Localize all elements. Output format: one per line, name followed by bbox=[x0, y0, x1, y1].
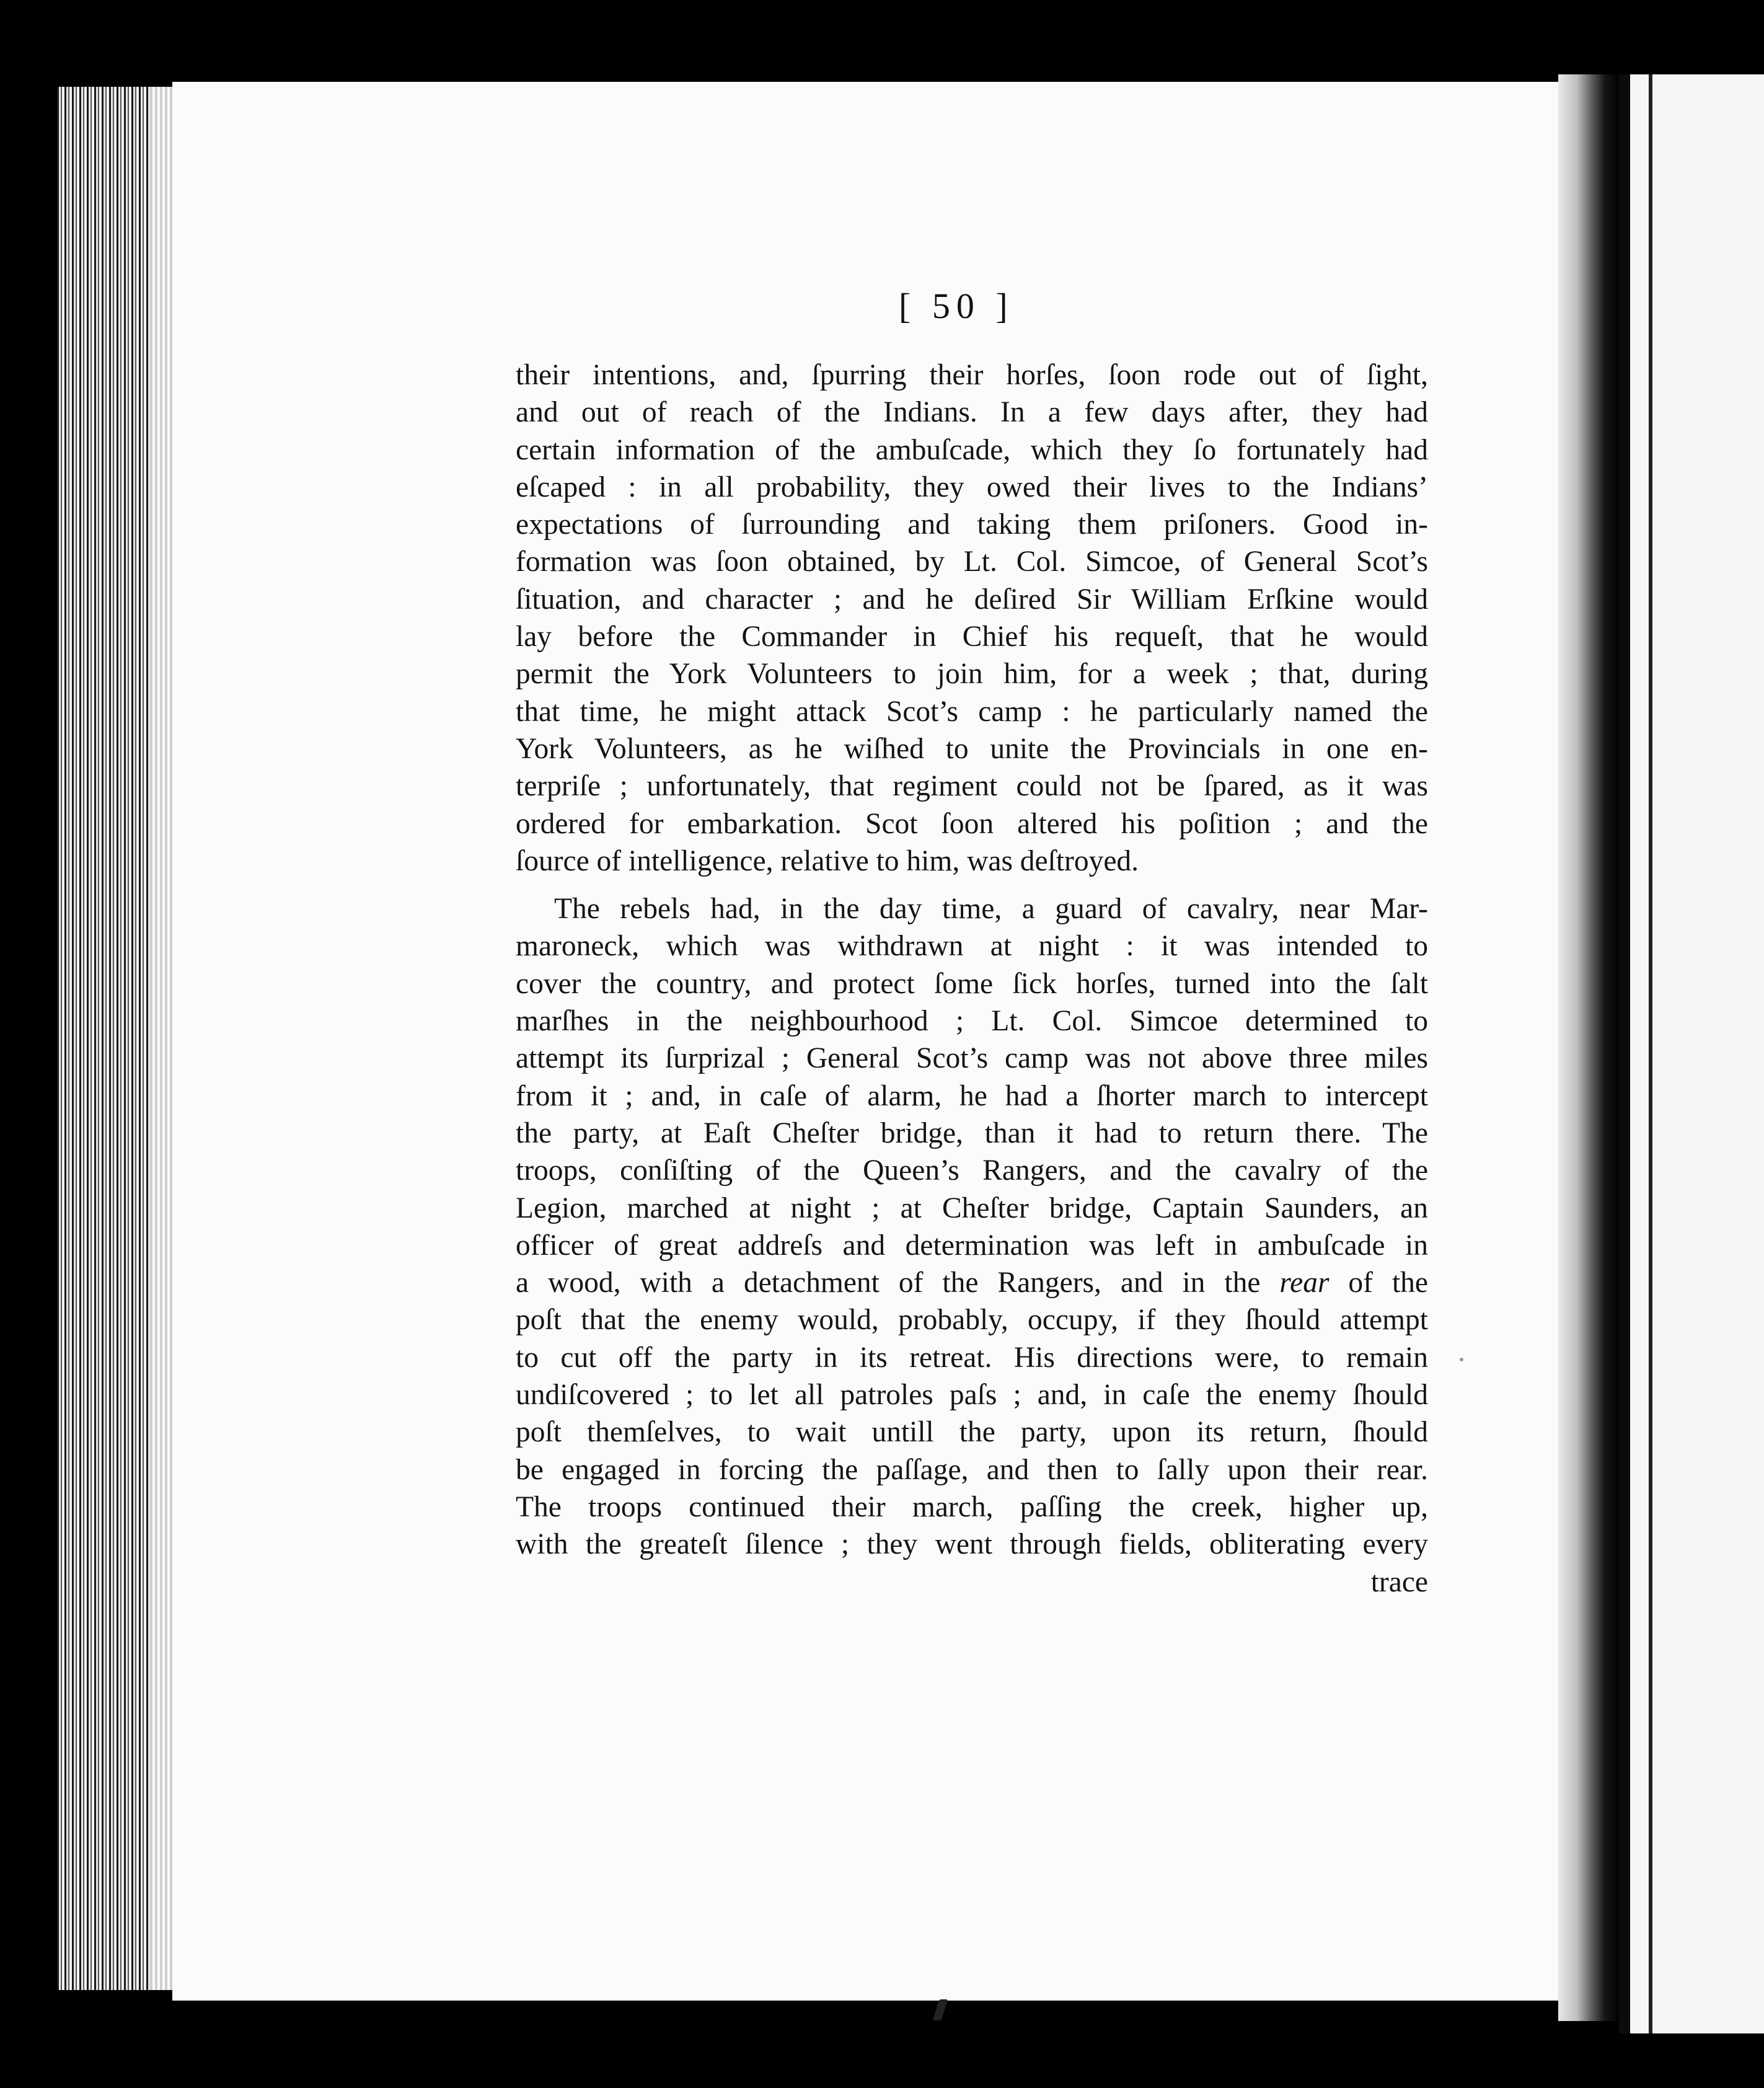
text-line: expectations of ſurrounding and taking them priſoners. Good in- bbox=[516, 508, 1428, 541]
ink-speck bbox=[1460, 1358, 1463, 1361]
text-line: formation was ſoon obtained, by Lt. Col. Simcoe, of General Scot’s bbox=[516, 546, 1428, 578]
text-line: permit the York Volunteers to join him, for a week ; that, during bbox=[516, 658, 1428, 691]
catchword: trace bbox=[1370, 1565, 1428, 1598]
text-line: The rebels had, in the day time, a guard of cavalry, near Mar- bbox=[554, 893, 1428, 926]
text-line: attempt its ſurprizal ; General Scot’s camp was not above three miles bbox=[516, 1042, 1428, 1075]
ink-mark bbox=[932, 1999, 948, 2020]
book-fore-edge bbox=[57, 87, 175, 1990]
text-line: eſcaped : in all probability, they owed their lives to the Indians’ bbox=[516, 471, 1428, 503]
text-line: ſource of intelligence, relative to him, was deſtroyed. bbox=[516, 844, 1139, 877]
text-line: from it ; and, in caſe of alarm, he had a ſhorter march to intercept bbox=[516, 1079, 1428, 1112]
text-line: certain information of the ambuſcade, which they ſo fortunately had bbox=[516, 433, 1428, 466]
text-line: poſt that the enemy would, probably, occupy, if they ſhould attempt bbox=[516, 1304, 1428, 1337]
text-line: lay before the Commander in Chief his requeſt, that he would bbox=[516, 621, 1428, 653]
book-binding-shadow bbox=[1558, 74, 1620, 2021]
text-line: The troops continued their march, paſſing the creek, higher up, bbox=[516, 1490, 1428, 1523]
paragraph-2 bbox=[516, 890, 1428, 1563]
facing-page-edge bbox=[1619, 74, 1764, 2033]
page-number: [ 50 ] bbox=[899, 286, 1014, 326]
text-line: the party, at Eaſt Cheſter bridge, than it had to return there. The bbox=[516, 1117, 1428, 1149]
text-line: Legion, marched at night ; at Cheſter bridge, Captain Saunders, an bbox=[516, 1192, 1428, 1224]
text-line: their intentions, and, ſpurring their horſes, ſoon rode out of ſight, bbox=[516, 359, 1428, 391]
text-line: poſt themſelves, to wait untill the party, upon its return, ſhould bbox=[516, 1416, 1428, 1449]
text-line: and out of reach of the Indians. In a few days after, they had bbox=[516, 396, 1428, 429]
text-line: be engaged in forcing the paſſage, and then to ſally upon their rear. bbox=[516, 1453, 1428, 1486]
facing-page-gutter-line bbox=[1649, 74, 1652, 2033]
text-line: marſhes in the neighbourhood ; Lt. Col. Simcoe determined to bbox=[516, 1005, 1428, 1038]
text-line: a wood, with a detachment of the Rangers, and in the rear of the bbox=[516, 1267, 1428, 1299]
text-line: York Volunteers, as he wiſhed to unite the Provincials in one en- bbox=[516, 732, 1428, 765]
text-line: to cut off the party in its retreat. His directions were, to remain bbox=[516, 1341, 1428, 1374]
text-line: ſituation, and character ; and he deſired Sir William Erſkine would bbox=[516, 583, 1428, 616]
text-line: that time, he might attack Scot’s camp : he particularly named the bbox=[516, 695, 1428, 728]
text-line: with the greateſt ſilence ; they went through fields, obliterating every bbox=[516, 1528, 1428, 1561]
text-line: cover the country, and protect ſome ſick horſes, turned into the ſalt bbox=[516, 967, 1428, 1000]
text-line: undiſcovered ; to let all patroles paſs ; and, in caſe the enemy ſhould bbox=[516, 1379, 1428, 1412]
paragraph-1 bbox=[516, 356, 1428, 880]
text-line: ordered for embarkation. Scot ſoon altered his poſition ; and the bbox=[516, 807, 1428, 840]
page-body-text bbox=[516, 356, 1428, 1601]
text-line: officer of great addreſs and determination was left in ambuſcade in bbox=[516, 1229, 1428, 1262]
text-line: terpriſe ; unfortunately, that regiment could not be ſpared, as it was bbox=[516, 770, 1428, 803]
text-line: maroneck, which was withdrawn at night : it was intended to bbox=[516, 930, 1428, 963]
text-line: troops, conſiſting of the Queen’s Rangers, and the cavalry of the bbox=[516, 1154, 1428, 1187]
